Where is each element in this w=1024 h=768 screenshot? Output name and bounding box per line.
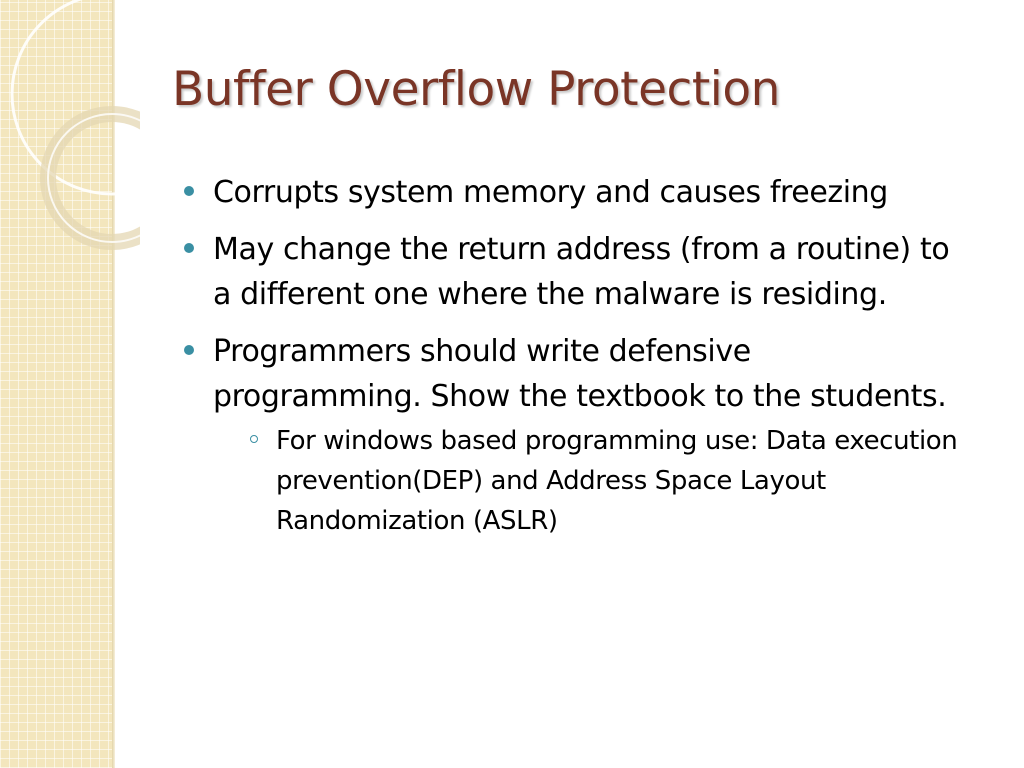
- bullet-item: [180, 227, 960, 317]
- bullet-item: [180, 170, 960, 215]
- sub-bullet-item: [246, 421, 960, 541]
- bullet-dot-icon: [184, 345, 194, 355]
- decorative-circles: [0, 0, 140, 260]
- bullet-item: [180, 329, 960, 541]
- slide-title: Buffer Overflow Protection: [172, 62, 780, 117]
- bullet-text: Programmers should write defensive programming. Show the textbook to the students.: [213, 334, 947, 414]
- decorative-circle-large: [12, 0, 140, 194]
- bullet-list: [180, 170, 960, 553]
- bullet-text: Corrupts system memory and causes freezing: [213, 175, 888, 210]
- decorative-circle-small: [48, 114, 140, 242]
- bullet-dot-icon: [184, 243, 194, 253]
- bullet-dot-icon: [184, 186, 194, 196]
- bullet-ring-icon: [250, 435, 258, 443]
- sub-bullet-text: For windows based programming use: Data execution prevention(DEP) and Address Space Layout Randomization (ASLR): [276, 426, 958, 536]
- bullet-text: May change the return address (from a routine) to a different one where the malware is residing.: [213, 232, 950, 312]
